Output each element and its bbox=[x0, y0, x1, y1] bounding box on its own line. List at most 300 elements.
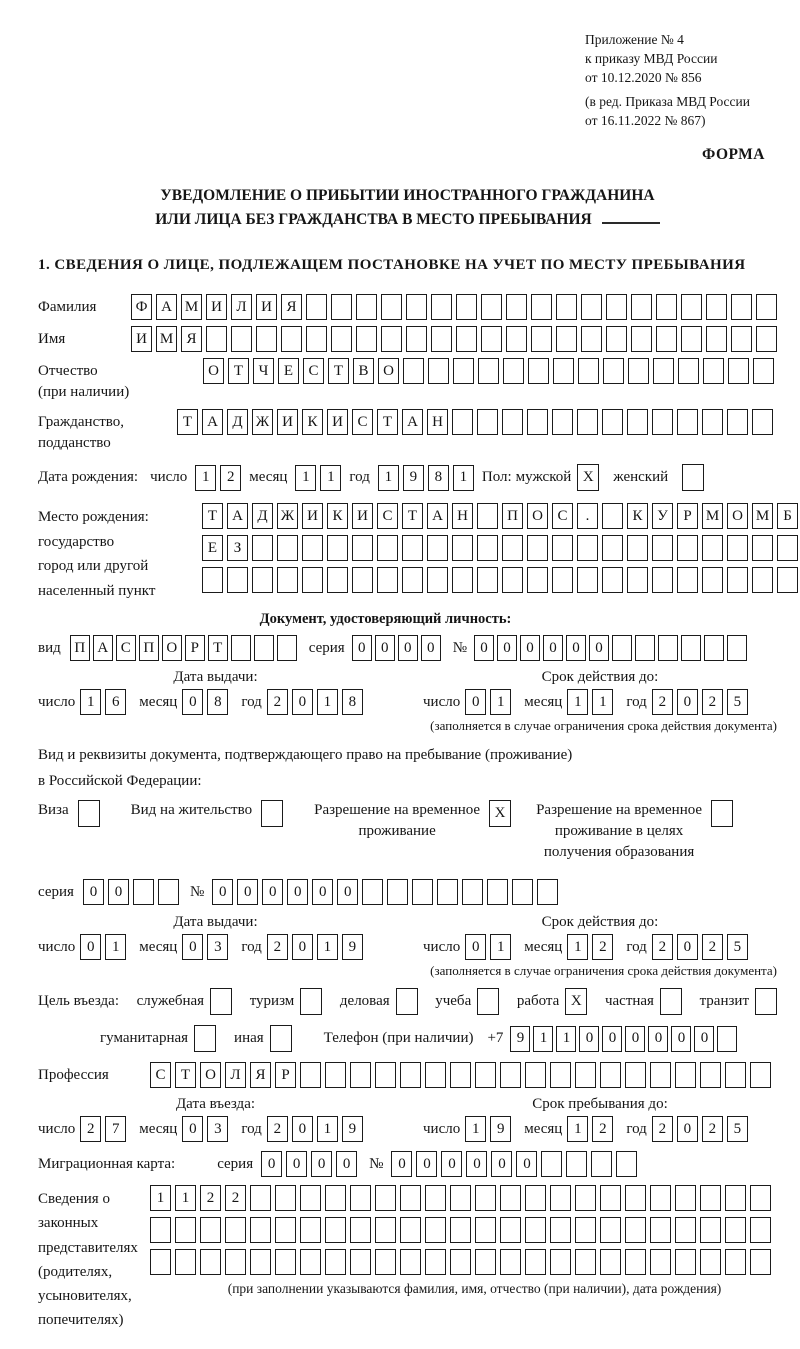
temp-residence-checkbox[interactable]: X bbox=[489, 800, 511, 827]
char-box[interactable] bbox=[400, 1062, 421, 1088]
char-box[interactable]: 1 bbox=[567, 934, 588, 960]
char-box[interactable] bbox=[603, 358, 624, 384]
char-box[interactable]: Я bbox=[181, 326, 202, 352]
char-box[interactable]: Ч bbox=[253, 358, 274, 384]
char-box[interactable] bbox=[728, 358, 749, 384]
char-box[interactable] bbox=[350, 1062, 371, 1088]
char-box[interactable] bbox=[752, 409, 773, 435]
char-box[interactable] bbox=[427, 567, 448, 593]
char-box[interactable]: С bbox=[116, 635, 136, 661]
char-box[interactable] bbox=[650, 1217, 671, 1243]
char-box[interactable] bbox=[537, 879, 558, 905]
char-box[interactable]: 0 bbox=[589, 635, 609, 661]
char-box[interactable] bbox=[700, 1249, 721, 1275]
char-box[interactable] bbox=[675, 1185, 696, 1211]
char-box[interactable] bbox=[566, 1151, 587, 1177]
char-box[interactable]: 1 bbox=[317, 689, 338, 715]
humanitarian-checkbox[interactable] bbox=[194, 1025, 216, 1052]
char-box[interactable] bbox=[577, 535, 598, 561]
private-checkbox[interactable] bbox=[660, 988, 682, 1015]
char-box[interactable]: 0 bbox=[182, 1116, 203, 1142]
char-box[interactable] bbox=[362, 879, 383, 905]
char-box[interactable] bbox=[350, 1249, 371, 1275]
char-box[interactable] bbox=[750, 1062, 771, 1088]
char-box[interactable] bbox=[350, 1217, 371, 1243]
char-box[interactable]: М bbox=[702, 503, 723, 529]
char-box[interactable] bbox=[625, 1185, 646, 1211]
char-box[interactable]: Т bbox=[175, 1062, 196, 1088]
char-box[interactable]: Л bbox=[231, 294, 252, 320]
char-box[interactable] bbox=[252, 567, 273, 593]
char-box[interactable]: Д bbox=[227, 409, 248, 435]
char-box[interactable] bbox=[552, 535, 573, 561]
transit-checkbox[interactable] bbox=[755, 988, 777, 1015]
char-box[interactable]: А bbox=[156, 294, 177, 320]
char-box[interactable]: 0 bbox=[336, 1151, 357, 1177]
char-box[interactable] bbox=[300, 1217, 321, 1243]
char-box[interactable]: И bbox=[256, 294, 277, 320]
char-box[interactable]: 7 bbox=[105, 1116, 126, 1142]
char-box[interactable]: 1 bbox=[567, 1116, 588, 1142]
gender-female-checkbox[interactable] bbox=[682, 464, 704, 491]
char-box[interactable] bbox=[653, 358, 674, 384]
char-box[interactable] bbox=[578, 358, 599, 384]
residence-permit-checkbox[interactable] bbox=[261, 800, 283, 827]
char-box[interactable]: 0 bbox=[182, 934, 203, 960]
char-box[interactable] bbox=[575, 1217, 596, 1243]
char-box[interactable] bbox=[612, 635, 632, 661]
char-box[interactable] bbox=[487, 879, 508, 905]
char-box[interactable] bbox=[331, 326, 352, 352]
char-box[interactable] bbox=[500, 1062, 521, 1088]
char-box[interactable]: 0 bbox=[566, 635, 586, 661]
char-box[interactable] bbox=[381, 294, 402, 320]
char-box[interactable]: Ж bbox=[252, 409, 273, 435]
char-box[interactable]: К bbox=[302, 409, 323, 435]
char-box[interactable] bbox=[475, 1249, 496, 1275]
char-box[interactable] bbox=[331, 294, 352, 320]
char-box[interactable]: 0 bbox=[491, 1151, 512, 1177]
char-box[interactable] bbox=[731, 326, 752, 352]
char-box[interactable]: 1 bbox=[592, 689, 613, 715]
char-box[interactable] bbox=[675, 1217, 696, 1243]
char-box[interactable]: О bbox=[203, 358, 224, 384]
char-box[interactable] bbox=[431, 326, 452, 352]
char-box[interactable] bbox=[425, 1185, 446, 1211]
char-box[interactable] bbox=[250, 1185, 271, 1211]
char-box[interactable]: 0 bbox=[579, 1026, 599, 1052]
char-box[interactable]: 0 bbox=[648, 1026, 668, 1052]
char-box[interactable]: Д bbox=[252, 503, 273, 529]
char-box[interactable] bbox=[325, 1217, 346, 1243]
char-box[interactable] bbox=[356, 294, 377, 320]
char-box[interactable]: 0 bbox=[421, 635, 441, 661]
char-box[interactable]: 0 bbox=[466, 1151, 487, 1177]
char-box[interactable] bbox=[406, 326, 427, 352]
char-box[interactable] bbox=[627, 567, 648, 593]
char-box[interactable] bbox=[531, 294, 552, 320]
char-box[interactable]: 0 bbox=[441, 1151, 462, 1177]
char-box[interactable] bbox=[556, 294, 577, 320]
char-box[interactable] bbox=[450, 1062, 471, 1088]
visa-checkbox[interactable] bbox=[78, 800, 100, 827]
char-box[interactable]: 1 bbox=[80, 689, 101, 715]
char-box[interactable] bbox=[631, 326, 652, 352]
char-box[interactable]: 0 bbox=[287, 879, 308, 905]
char-box[interactable] bbox=[275, 1249, 296, 1275]
char-box[interactable] bbox=[375, 1249, 396, 1275]
char-box[interactable] bbox=[400, 1217, 421, 1243]
char-box[interactable]: К bbox=[627, 503, 648, 529]
char-box[interactable]: 9 bbox=[510, 1026, 530, 1052]
char-box[interactable] bbox=[525, 1062, 546, 1088]
char-box[interactable] bbox=[704, 635, 724, 661]
char-box[interactable] bbox=[700, 1217, 721, 1243]
char-box[interactable] bbox=[356, 326, 377, 352]
char-box[interactable] bbox=[625, 1249, 646, 1275]
char-box[interactable]: . bbox=[577, 503, 598, 529]
char-box[interactable]: И bbox=[131, 326, 152, 352]
char-box[interactable]: Т bbox=[208, 635, 228, 661]
char-box[interactable]: Р bbox=[275, 1062, 296, 1088]
char-box[interactable]: 2 bbox=[702, 689, 723, 715]
char-box[interactable] bbox=[577, 567, 598, 593]
char-box[interactable]: А bbox=[227, 503, 248, 529]
char-box[interactable]: 0 bbox=[375, 635, 395, 661]
char-box[interactable]: 1 bbox=[567, 689, 588, 715]
char-box[interactable] bbox=[250, 1217, 271, 1243]
char-box[interactable]: И bbox=[206, 294, 227, 320]
char-box[interactable] bbox=[506, 326, 527, 352]
char-box[interactable]: Е bbox=[278, 358, 299, 384]
char-box[interactable] bbox=[500, 1185, 521, 1211]
char-box[interactable] bbox=[602, 535, 623, 561]
char-box[interactable] bbox=[525, 1249, 546, 1275]
char-box[interactable]: 0 bbox=[465, 934, 486, 960]
char-box[interactable] bbox=[627, 535, 648, 561]
char-box[interactable] bbox=[650, 1062, 671, 1088]
char-box[interactable]: К bbox=[327, 503, 348, 529]
char-box[interactable] bbox=[577, 409, 598, 435]
char-box[interactable]: 0 bbox=[262, 879, 283, 905]
commercial-checkbox[interactable] bbox=[396, 988, 418, 1015]
char-box[interactable] bbox=[231, 635, 251, 661]
char-box[interactable] bbox=[717, 1026, 737, 1052]
char-box[interactable]: 0 bbox=[391, 1151, 412, 1177]
char-box[interactable]: 9 bbox=[403, 465, 424, 491]
char-box[interactable]: 0 bbox=[416, 1151, 437, 1177]
char-box[interactable]: И bbox=[302, 503, 323, 529]
char-box[interactable] bbox=[427, 535, 448, 561]
char-box[interactable]: Т bbox=[328, 358, 349, 384]
char-box[interactable] bbox=[450, 1249, 471, 1275]
char-box[interactable] bbox=[602, 503, 623, 529]
char-box[interactable]: 2 bbox=[652, 1116, 673, 1142]
char-box[interactable] bbox=[437, 879, 458, 905]
char-box[interactable] bbox=[727, 567, 748, 593]
char-box[interactable]: 1 bbox=[556, 1026, 576, 1052]
char-box[interactable]: Т bbox=[177, 409, 198, 435]
char-box[interactable] bbox=[706, 294, 727, 320]
char-box[interactable]: 0 bbox=[516, 1151, 537, 1177]
char-box[interactable]: 6 bbox=[105, 689, 126, 715]
char-box[interactable] bbox=[752, 535, 773, 561]
char-box[interactable] bbox=[200, 1249, 221, 1275]
char-box[interactable] bbox=[531, 326, 552, 352]
char-box[interactable]: И bbox=[352, 503, 373, 529]
char-box[interactable] bbox=[675, 1062, 696, 1088]
char-box[interactable] bbox=[681, 294, 702, 320]
char-box[interactable] bbox=[727, 635, 747, 661]
char-box[interactable] bbox=[616, 1151, 637, 1177]
char-box[interactable]: 0 bbox=[261, 1151, 282, 1177]
char-box[interactable]: Т bbox=[377, 409, 398, 435]
char-box[interactable]: 0 bbox=[237, 879, 258, 905]
char-box[interactable] bbox=[631, 294, 652, 320]
char-box[interactable] bbox=[706, 326, 727, 352]
char-box[interactable] bbox=[452, 409, 473, 435]
char-box[interactable]: 0 bbox=[337, 879, 358, 905]
char-box[interactable] bbox=[302, 567, 323, 593]
char-box[interactable] bbox=[225, 1217, 246, 1243]
char-box[interactable] bbox=[425, 1217, 446, 1243]
char-box[interactable] bbox=[256, 326, 277, 352]
char-box[interactable]: У bbox=[652, 503, 673, 529]
char-box[interactable] bbox=[158, 879, 179, 905]
char-box[interactable] bbox=[478, 358, 499, 384]
char-box[interactable] bbox=[725, 1062, 746, 1088]
char-box[interactable] bbox=[475, 1217, 496, 1243]
char-box[interactable] bbox=[541, 1151, 562, 1177]
char-box[interactable]: С bbox=[377, 503, 398, 529]
char-box[interactable] bbox=[552, 409, 573, 435]
char-box[interactable] bbox=[575, 1185, 596, 1211]
char-box[interactable] bbox=[627, 409, 648, 435]
char-box[interactable]: И bbox=[277, 409, 298, 435]
char-box[interactable] bbox=[658, 635, 678, 661]
char-box[interactable] bbox=[506, 294, 527, 320]
char-box[interactable] bbox=[133, 879, 154, 905]
char-box[interactable]: 9 bbox=[342, 934, 363, 960]
char-box[interactable] bbox=[625, 1217, 646, 1243]
char-box[interactable] bbox=[731, 294, 752, 320]
char-box[interactable] bbox=[625, 1062, 646, 1088]
char-box[interactable]: 0 bbox=[182, 689, 203, 715]
char-box[interactable] bbox=[702, 535, 723, 561]
char-box[interactable] bbox=[591, 1151, 612, 1177]
char-box[interactable]: А bbox=[202, 409, 223, 435]
char-box[interactable] bbox=[175, 1217, 196, 1243]
char-box[interactable] bbox=[550, 1249, 571, 1275]
char-box[interactable]: 1 bbox=[378, 465, 399, 491]
char-box[interactable] bbox=[702, 567, 723, 593]
char-box[interactable] bbox=[725, 1185, 746, 1211]
char-box[interactable] bbox=[502, 535, 523, 561]
char-box[interactable] bbox=[450, 1217, 471, 1243]
char-box[interactable]: 0 bbox=[677, 1116, 698, 1142]
char-box[interactable] bbox=[600, 1062, 621, 1088]
char-box[interactable] bbox=[387, 879, 408, 905]
char-box[interactable] bbox=[406, 294, 427, 320]
char-box[interactable] bbox=[254, 635, 274, 661]
char-box[interactable] bbox=[377, 567, 398, 593]
char-box[interactable] bbox=[206, 326, 227, 352]
char-box[interactable] bbox=[425, 1249, 446, 1275]
char-box[interactable]: 1 bbox=[465, 1116, 486, 1142]
char-box[interactable]: Ф bbox=[131, 294, 152, 320]
char-box[interactable]: С bbox=[552, 503, 573, 529]
char-box[interactable] bbox=[453, 358, 474, 384]
char-box[interactable] bbox=[456, 294, 477, 320]
char-box[interactable]: 0 bbox=[671, 1026, 691, 1052]
char-box[interactable] bbox=[150, 1217, 171, 1243]
char-box[interactable] bbox=[200, 1217, 221, 1243]
char-box[interactable]: 1 bbox=[195, 465, 216, 491]
char-box[interactable]: 0 bbox=[312, 879, 333, 905]
char-box[interactable]: Т bbox=[202, 503, 223, 529]
char-box[interactable]: 8 bbox=[342, 689, 363, 715]
char-box[interactable]: Р bbox=[677, 503, 698, 529]
char-box[interactable]: О bbox=[527, 503, 548, 529]
char-box[interactable]: 2 bbox=[225, 1185, 246, 1211]
char-box[interactable] bbox=[227, 567, 248, 593]
char-box[interactable] bbox=[553, 358, 574, 384]
char-box[interactable] bbox=[727, 535, 748, 561]
char-box[interactable] bbox=[412, 879, 433, 905]
char-box[interactable]: П bbox=[502, 503, 523, 529]
char-box[interactable]: 5 bbox=[727, 934, 748, 960]
char-box[interactable] bbox=[277, 635, 297, 661]
char-box[interactable] bbox=[500, 1249, 521, 1275]
char-box[interactable]: 2 bbox=[267, 1116, 288, 1142]
char-box[interactable] bbox=[425, 1062, 446, 1088]
char-box[interactable]: 1 bbox=[317, 934, 338, 960]
char-box[interactable] bbox=[527, 535, 548, 561]
char-box[interactable]: 1 bbox=[453, 465, 474, 491]
char-box[interactable]: 0 bbox=[80, 934, 101, 960]
char-box[interactable]: 0 bbox=[311, 1151, 332, 1177]
char-box[interactable] bbox=[281, 326, 302, 352]
char-box[interactable]: З bbox=[227, 535, 248, 561]
char-box[interactable]: 1 bbox=[490, 934, 511, 960]
char-box[interactable]: 2 bbox=[652, 934, 673, 960]
char-box[interactable]: 0 bbox=[694, 1026, 714, 1052]
char-box[interactable] bbox=[306, 294, 327, 320]
char-box[interactable] bbox=[300, 1249, 321, 1275]
char-box[interactable] bbox=[528, 358, 549, 384]
char-box[interactable]: 1 bbox=[295, 465, 316, 491]
char-box[interactable] bbox=[306, 326, 327, 352]
char-box[interactable]: В bbox=[353, 358, 374, 384]
char-box[interactable] bbox=[700, 1185, 721, 1211]
char-box[interactable] bbox=[375, 1062, 396, 1088]
char-box[interactable]: 0 bbox=[398, 635, 418, 661]
char-box[interactable] bbox=[350, 1185, 371, 1211]
char-box[interactable] bbox=[650, 1249, 671, 1275]
business-checkbox[interactable] bbox=[210, 988, 232, 1015]
char-box[interactable] bbox=[481, 294, 502, 320]
char-box[interactable] bbox=[750, 1217, 771, 1243]
char-box[interactable] bbox=[527, 409, 548, 435]
char-box[interactable]: 2 bbox=[652, 689, 673, 715]
char-box[interactable] bbox=[475, 1185, 496, 1211]
char-box[interactable] bbox=[477, 567, 498, 593]
char-box[interactable] bbox=[325, 1249, 346, 1275]
char-box[interactable]: 0 bbox=[292, 689, 313, 715]
char-box[interactable] bbox=[675, 1249, 696, 1275]
char-box[interactable]: П bbox=[70, 635, 90, 661]
char-box[interactable]: 2 bbox=[220, 465, 241, 491]
char-box[interactable]: 3 bbox=[207, 934, 228, 960]
char-box[interactable] bbox=[456, 326, 477, 352]
char-box[interactable]: П bbox=[139, 635, 159, 661]
char-box[interactable]: 1 bbox=[533, 1026, 553, 1052]
char-box[interactable] bbox=[400, 1249, 421, 1275]
char-box[interactable] bbox=[525, 1185, 546, 1211]
char-box[interactable] bbox=[602, 567, 623, 593]
char-box[interactable] bbox=[652, 409, 673, 435]
char-box[interactable] bbox=[225, 1249, 246, 1275]
char-box[interactable] bbox=[681, 326, 702, 352]
char-box[interactable] bbox=[381, 326, 402, 352]
char-box[interactable]: 2 bbox=[592, 934, 613, 960]
char-box[interactable]: 0 bbox=[677, 689, 698, 715]
char-box[interactable]: О bbox=[162, 635, 182, 661]
char-box[interactable]: Б bbox=[777, 503, 798, 529]
char-box[interactable]: 1 bbox=[320, 465, 341, 491]
char-box[interactable] bbox=[502, 409, 523, 435]
char-box[interactable]: 0 bbox=[83, 879, 104, 905]
char-box[interactable] bbox=[581, 326, 602, 352]
char-box[interactable] bbox=[400, 1185, 421, 1211]
char-box[interactable] bbox=[650, 1185, 671, 1211]
char-box[interactable]: О bbox=[727, 503, 748, 529]
char-box[interactable] bbox=[325, 1185, 346, 1211]
char-box[interactable]: 0 bbox=[543, 635, 563, 661]
char-box[interactable] bbox=[300, 1062, 321, 1088]
char-box[interactable] bbox=[606, 326, 627, 352]
char-box[interactable] bbox=[702, 409, 723, 435]
char-box[interactable] bbox=[703, 358, 724, 384]
char-box[interactable]: Н bbox=[427, 409, 448, 435]
char-box[interactable]: Т bbox=[228, 358, 249, 384]
char-box[interactable] bbox=[756, 294, 777, 320]
char-box[interactable] bbox=[752, 567, 773, 593]
char-box[interactable]: 2 bbox=[80, 1116, 101, 1142]
char-box[interactable]: 2 bbox=[702, 934, 723, 960]
char-box[interactable] bbox=[462, 879, 483, 905]
char-box[interactable] bbox=[150, 1249, 171, 1275]
char-box[interactable] bbox=[302, 535, 323, 561]
char-box[interactable]: 1 bbox=[317, 1116, 338, 1142]
char-box[interactable]: 0 bbox=[497, 635, 517, 661]
char-box[interactable] bbox=[556, 326, 577, 352]
char-box[interactable]: 2 bbox=[267, 934, 288, 960]
char-box[interactable]: М bbox=[156, 326, 177, 352]
char-box[interactable] bbox=[777, 535, 798, 561]
char-box[interactable] bbox=[628, 358, 649, 384]
char-box[interactable] bbox=[606, 294, 627, 320]
char-box[interactable]: 0 bbox=[212, 879, 233, 905]
char-box[interactable] bbox=[252, 535, 273, 561]
char-box[interactable] bbox=[552, 567, 573, 593]
char-box[interactable]: А bbox=[93, 635, 113, 661]
char-box[interactable] bbox=[727, 409, 748, 435]
char-box[interactable]: М bbox=[181, 294, 202, 320]
char-box[interactable]: 0 bbox=[352, 635, 372, 661]
char-box[interactable] bbox=[600, 1185, 621, 1211]
char-box[interactable]: О bbox=[200, 1062, 221, 1088]
